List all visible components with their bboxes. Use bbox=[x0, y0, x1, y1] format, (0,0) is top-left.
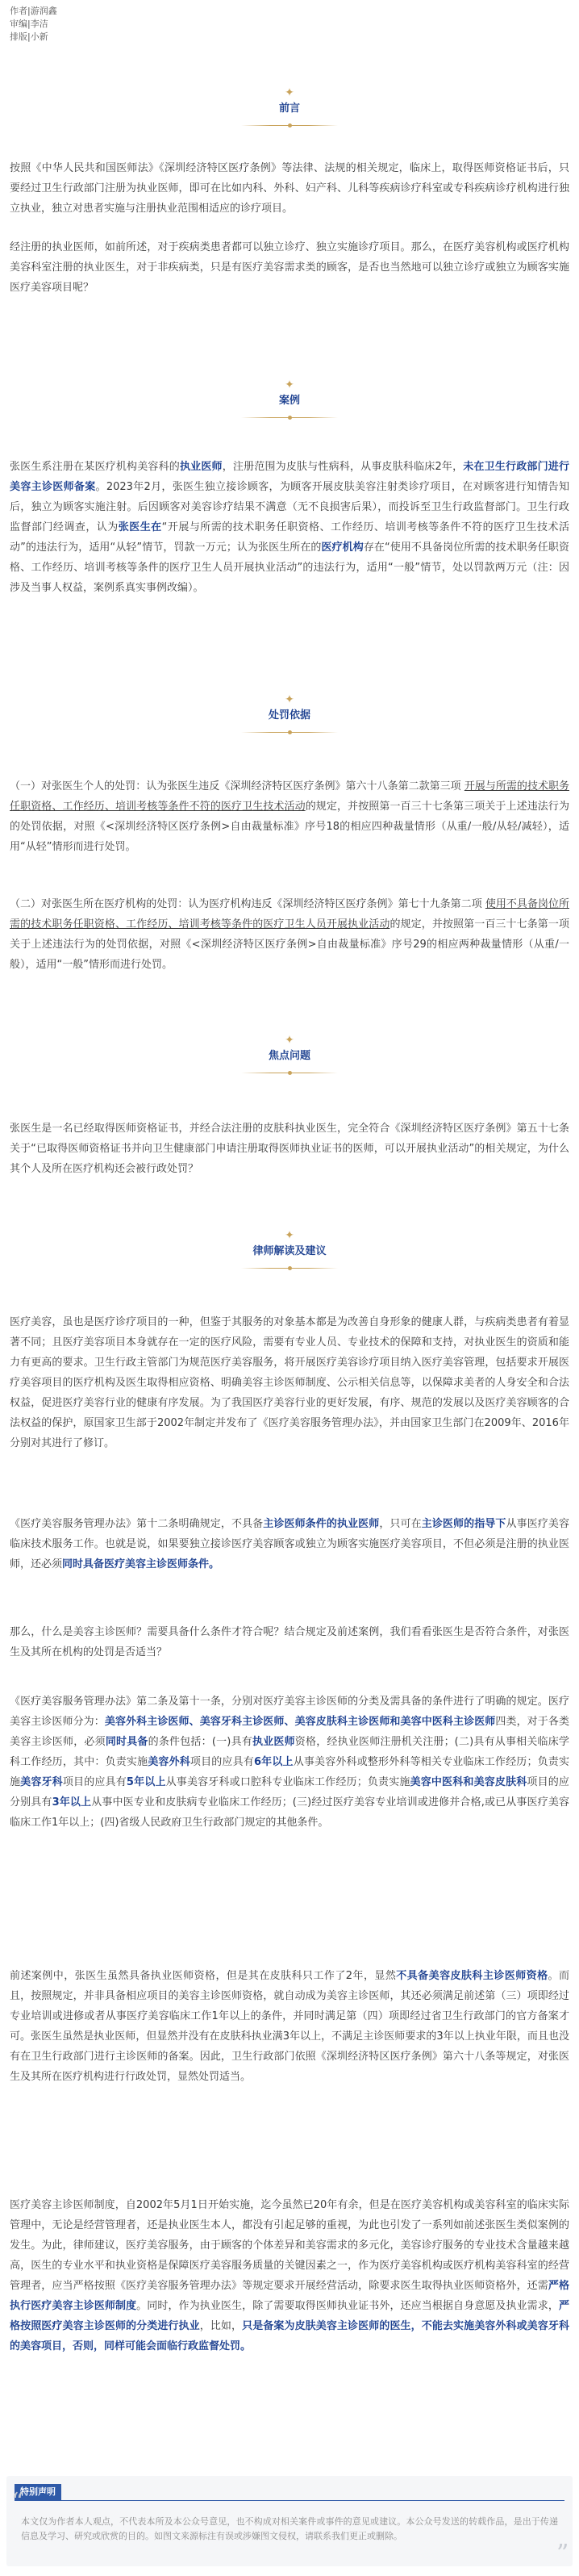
highlight: 只是备案为皮肤美容主诊医师的医生，不能去实施美容外科或美容牙科的美容项目，否则，同样可能会面临行政监督处罚。 bbox=[10, 2320, 569, 2352]
text: 张医生系注册在某医疗机构美容科的 bbox=[10, 461, 180, 473]
section-title: 焦点问题 bbox=[268, 1050, 310, 1062]
highlight: 同时具备 bbox=[105, 1736, 148, 1748]
highlight: 美容外科主诊医师、美容牙科主诊医师、美容皮肤科主诊医师和美容中医科主诊医师 bbox=[104, 1716, 496, 1728]
text: 。2023年2月，张医生独立接诊顾客，为顾客开展皮肤美容注射类诊疗项目，在对顾客进行知情告知后，独立为顾客实施注射。后因顾客对美容诊疗结果不满意（无不良损害后果），而投诉至卫生行政监督部门。卫生行政监督部门经调查，认为 bbox=[10, 481, 569, 533]
lawyer-paragraph-4 bbox=[10, 1692, 569, 1833]
underlined-text: 开展与所需的技术职务任职资格、工作经历、培训考核等条件不符的医疗卫生技术活动 bbox=[10, 780, 569, 813]
section-header-basis bbox=[0, 694, 579, 733]
text: 从事美容外科或整形外科等相关专业临床工作经历；负责实施 bbox=[10, 1756, 569, 1788]
text: 《医疗美容服务管理办法》第十二条明确规定，不具备 bbox=[10, 1518, 264, 1530]
text: 。而且，按照规定，并非具备相应项目的美容主诊医师资格，就自动成为美容主诊医师，其还必须满足前述第（三）项即经过专业培训或进修或者从事医疗美容临床工作1年以上的条件，并同时满足第（四）项即经过省卫生行政部门的官方备案才可。张医生虽然是执业医师，但显然并没有在皮肤科执业满3年以上，不满足主诊医师要求的3年以上执业年限，而且也没有在卫生行政部门进行主诊医师的备案。因此，卫生行政部门依照《深圳经济特区医疗条例》第六十八条等规定，对张医生及其所在医疗机构进行行政处罚，显然处罚适当。 bbox=[10, 1970, 569, 2083]
divider-dot bbox=[288, 730, 292, 734]
highlight: 美容外科 bbox=[148, 1756, 190, 1768]
star-icon: ✦ bbox=[285, 1034, 294, 1047]
focus-paragraph: 张医生是一名已经取得医师资格证书，并经合法注册的皮肤科执业医生，完全符合《深圳经济特区医疗条例》第五十七条 关于“已取得医师资格证书并向卫生健康部门申请注册取得医师执业证书的医师，可以开展执业活动”的相关规定，为什么其个人及所在医疗机构还会被行政处罚？ bbox=[10, 1123, 569, 1175]
star-icon: ✦ bbox=[285, 86, 294, 99]
text: ，注册范围为皮肤与性病科，从事皮肤科临床2年， bbox=[222, 461, 464, 473]
quote-close-icon: ” bbox=[556, 2540, 569, 2568]
highlight: 严格按照医疗美容主诊医师的分类进行执业 bbox=[10, 2300, 569, 2332]
divider-dot bbox=[288, 1071, 292, 1075]
section-header-focus bbox=[0, 1035, 579, 1073]
quote-open-icon: “ bbox=[11, 2488, 24, 2516]
basis-paragraph-2 bbox=[10, 894, 569, 975]
text: 项目的应具有 bbox=[62, 1776, 127, 1788]
lawyer-paragraph-1: 医疗美容，虽也是医疗诊疗项目的一种，但鉴于其服务的对象基本都是为改善自身形象的健康人群，与疾病类患者有着显著不同；且医疗美容项目本身就存在一定的医疗风险，需要有专业人员、专业技术的保障和支持，对执业医生的资质和能力有更高的要求。卫生行政主管部门为规范医疗美容服务，将开展医疗美容诊疗项目纳入医疗美容管理，包括要求开展医疗美容项目的医疗机构及医生取得相应资格、明确美容主诊医师制度、公示相关信息等，以保障求美者的人身安全和合法权益，促进医疗美容行业的健康有序发展。为了我国医疗美容行业的更好发展，有序、规范的发展以及医疗美容顾客的合法权益的保护，原国家卫生部于2002年制定并发布了《医疗美容服务管理办法》，并由国家卫生部门在2009年、2016年分别对其进行了修订。 bbox=[10, 1316, 569, 1449]
text: 医疗美容主诊医师制度，自2002年5月1日开始实施，迄今虽然已20年有余，但是在医疗美容机构或美容科室的临床实际管理中，无论是经营管理者，还是执业医生本人，都没有引起足够的重视，为此也引发了一系列如前述张医生类似案例的发生。为此，律师建议，医疗美容服务，由于顾客的个体差异和美容需求的多元化，美容诊疗服务的专业技术含量越来越高，医生的专业水平和执业资格是保障医疗美容服务质量的关键因素之一，作为医疗美容机构或医疗机构美容科室的经营管理者，应当严格按照《医疗美容服务管理办法》等规定要求开展经营活动，除要求医生取得执业医师资格外，还需 bbox=[10, 2199, 569, 2292]
text: “开展与所需的技术职务任职资格、工作经历、培训考核等条件不符的医疗卫生技术活动”的违法行为，适用“从轻”情节，罚款一万元；认为张医生所在的 bbox=[10, 521, 569, 554]
highlight: 执业医师 bbox=[252, 1736, 295, 1748]
highlight: 医疗机构 bbox=[321, 542, 364, 554]
text: 前述案例中，张医生虽然具备执业医师资格，但是其在皮肤科只工作了2年，显然 bbox=[10, 1970, 397, 1982]
basis-paragraph-1 bbox=[10, 776, 569, 857]
highlight: 严格执行医疗美容主诊医师制度 bbox=[10, 2280, 569, 2312]
case-paragraph bbox=[10, 457, 569, 598]
section-title: 律师解读及建议 bbox=[252, 1245, 327, 1257]
text: ，比如， bbox=[199, 2320, 243, 2332]
highlight: 执业医师 bbox=[179, 461, 223, 473]
highlight: 6年以上 bbox=[253, 1756, 294, 1768]
highlight: 美容中医科和美容皮肤科 bbox=[410, 1776, 527, 1788]
text: 的规定，并按照第一百三十七条第一项关于上述违法行为的处罚依据，对照《<深圳经济特区医疗条例>自由裁量标准》序号29的相应两种裁量情形（从重/一般），适用“一般”情形而进行处罚。 bbox=[10, 918, 569, 971]
text: 从事中医专业和皮肤病专业临床工作经历；(三)经过医疗美容专业培训或进修并合格,或已从事医疗美容临床工作1年以上；(四)省级人民政府卫生行政部门规定的其他条件。 bbox=[10, 1796, 569, 1829]
section-title: 处罚依据 bbox=[268, 709, 310, 721]
notice-body: 本文仅为作者本人观点，不代表本所及本公众号意见，也不构成对相关案件或事件的意见或建议。本公众号发送的转载作品，是出于传递信息及学习、研究或欣赏的目的。如图文来源标注有误或涉嫌图文侵权，请联系我们更正或删除。 bbox=[21, 2516, 558, 2541]
highlight: 美容牙科 bbox=[20, 1776, 63, 1788]
highlight: 不具备美容皮肤科主诊医师资格 bbox=[396, 1970, 548, 1982]
text: 《医疗美容服务管理办法》第二条及第十一条，分别对医疗美容主诊医师的分类及需具备的条件进行了明确的规定。医疗美容主诊医师分为： bbox=[10, 1696, 569, 1728]
divider-dot bbox=[288, 123, 292, 128]
text: 四类，对于各类美容主诊医师，必须 bbox=[10, 1716, 569, 1748]
lawyer-paragraph-2 bbox=[10, 1514, 569, 1574]
section-title: 案例 bbox=[278, 395, 300, 407]
notice-tag: 特别声明 bbox=[15, 2484, 61, 2500]
highlight: 同时具备医疗美容主诊医师条件。 bbox=[62, 1558, 220, 1570]
lawyer-paragraph-5 bbox=[10, 1966, 569, 2087]
lawyer-paragraph-6 bbox=[10, 2195, 569, 2356]
section-header-preface bbox=[0, 87, 579, 126]
special-notice bbox=[6, 2476, 573, 2566]
text: ，只可在 bbox=[379, 1518, 422, 1530]
section-header-lawyer bbox=[0, 1230, 579, 1269]
star-icon: ✦ bbox=[285, 1229, 294, 1242]
notice-divider bbox=[15, 2500, 564, 2501]
layout-credit: 排版|小新 bbox=[10, 31, 48, 42]
divider-dot bbox=[288, 1266, 292, 1270]
highlight: 5年以上 bbox=[126, 1776, 166, 1788]
highlight: 3年以上 bbox=[52, 1796, 92, 1809]
preface-paragraph-1: 按照《中华人民共和国医师法》《深圳经济特区医疗条例》等法律、法规的相关规定，临床上，取得医师资格证书后，只要经过卫生行政部门注册为执业医师，即可在比如内科、外科、妇产科、儿科等疾病诊疗科室或专科疾病诊疗机构进行独立执业，独立对患者实施与注册执业范围相适应的诊疗项目。 bbox=[10, 162, 569, 215]
lawyer-paragraph-3: 那么，什么是美容主诊医师？需要具备什么条件才符合呢？结合规定及前述案例，我们看看张医生是否符合条件，对张医生及其所在机构的处罚是否适当？ bbox=[10, 1626, 569, 1658]
text: 存在“使用不具备岗位所需的技术职务任职资格、工作经历、培训考核等条件的医疗卫生人员开展执业活动”的违法行为，适用“一般”情节，处以罚款两万元（注：因涉及当事人权益，案例系真实事例改编）。 bbox=[10, 542, 569, 594]
text: 的条件包括：(一)具有 bbox=[148, 1736, 252, 1748]
highlight: 主诊医师的指导下 bbox=[421, 1518, 506, 1530]
preface-paragraph-2: 经注册的执业医师，如前所述，对于疾病类患者都可以独立诊疗、独立实施诊疗项目。那么，在医疗美容机构或医疗机构美容科室注册的执业医生，对于非疾病类，只是有医疗美容需求类的顾客，是否也当然地可以独立诊疗或独立为顾客实施医疗美容项目呢？ bbox=[10, 241, 569, 294]
underlined-text: 使用不具备岗位所需的技术职务任职资格、工作经历、培训考核等条件的医疗卫生人员开展执业活动 bbox=[10, 898, 569, 930]
highlight: 主诊医师条件的执业医师 bbox=[263, 1518, 380, 1530]
text: 的规定，并按照第一百三十七条第三项关于上述违法行为的处罚依据，对照《<深圳经济特区医疗条例>自由裁量标准》序号18的相应四种裁量情形（从重/一般/从轻/减轻），适用“从轻”情形而进行处罚。 bbox=[10, 801, 569, 853]
highlight: 张医生在 bbox=[118, 521, 162, 533]
text: （二）对张医生所在医疗机构的处罚：认为医疗机构违反《深圳经济特区医疗条例》第七十九条第二项 bbox=[10, 898, 485, 910]
text: （一）对张医生个人的处罚：认为张医生违反《深圳经济特区医疗条例》第六十八条第二款第三项 bbox=[10, 780, 464, 792]
section-title: 前言 bbox=[278, 102, 300, 115]
text: 项目的应分别具有 bbox=[10, 1776, 569, 1809]
editor-credit: 审编|李洁 bbox=[10, 19, 48, 29]
text: 项目的应具有 bbox=[190, 1756, 254, 1768]
text: 从事美容牙科或口腔科专业临床工作经历；负责实施 bbox=[165, 1776, 410, 1788]
text: 资格，经执业医师注册机关注册；(二)具有从事相关临床学科工作经历，其中：负责实施 bbox=[10, 1736, 569, 1768]
text: 。同时，作为执业医生，除了需要取得医师执业证书外，还应当根据自身意愿及执业需求， bbox=[136, 2300, 559, 2312]
star-icon: ✦ bbox=[285, 693, 294, 706]
author-credit: 作者|游润鑫 bbox=[10, 6, 57, 16]
section-header-case bbox=[0, 379, 579, 418]
text: 从事医疗美容临床技术服务工作。也就是说，如果要独立接诊医疗美容顾客或独立为顾客实施医疗美容项目，不但必须是注册的执业医师，还必须 bbox=[10, 1518, 569, 1570]
star-icon: ✦ bbox=[285, 378, 294, 391]
highlight: 未在卫生行政部门进行美容主诊医师备案 bbox=[10, 461, 569, 493]
divider-dot bbox=[288, 416, 292, 420]
